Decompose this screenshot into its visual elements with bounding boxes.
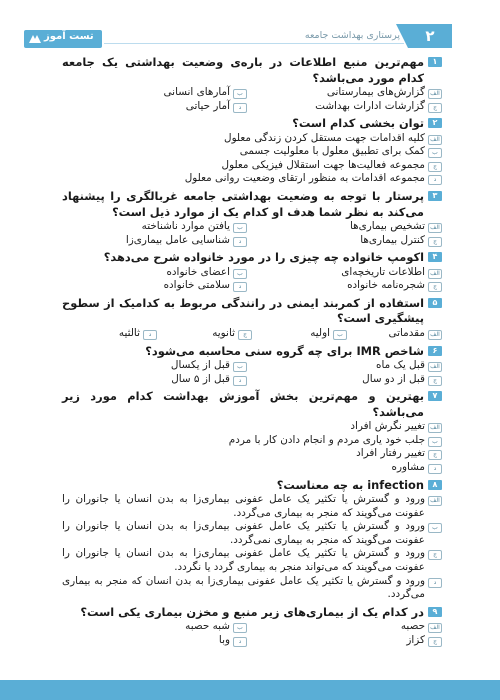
option-letter-badge: د — [428, 578, 442, 588]
option-letter-badge: الف — [428, 496, 442, 506]
option-letter-badge: ج — [428, 282, 442, 292]
question-6 — [62, 344, 442, 387]
option-letter-badge: د — [233, 237, 247, 247]
option-letter-badge: ب — [333, 330, 347, 340]
header-rule — [104, 43, 404, 44]
option-text: ورود و گسترش یا تکثیر یک عامل عفونی بیماری‌زا به بدن انسان که منجر به بیماری می‌گردد. — [62, 574, 425, 601]
question-number-badge: ۷ — [428, 391, 442, 401]
answer-option — [62, 575, 442, 602]
question-stem — [62, 296, 442, 327]
answer-option — [62, 359, 247, 373]
option-text: قبل از یکسال — [170, 359, 230, 372]
option-text: کلیه اقدامات جهت مستقل کردن زندگی معلول — [224, 131, 425, 144]
option-letter-badge: ج — [238, 330, 252, 340]
option-text: ورود و گسترش یا تکثیر یک عامل عفونی بیماری‌زا به بدن انسان یا جانوران را عفونت می‌گویند که منجر به بیماری می‌گردد. — [62, 493, 425, 519]
question-text: پرستار با توجه به وضعیت بهداشتی جامعه غربالگری را پیشنهاد می‌کند به نظر شما هدف او کدام یک از موارد ذیل است؟ — [62, 189, 424, 219]
answer-option — [62, 634, 247, 648]
option-letter-badge: ب — [233, 89, 247, 99]
answer-option — [62, 373, 247, 387]
option-text: تغییر نگرش افراد — [350, 420, 425, 433]
answer-option — [62, 234, 247, 248]
answer-option — [62, 520, 442, 547]
question-stem — [62, 189, 442, 220]
question-5 — [62, 296, 442, 341]
brand-logo-icon — [28, 33, 42, 45]
question-stem — [62, 478, 442, 494]
question-number-badge: ۴ — [428, 252, 442, 262]
answer-option — [62, 279, 247, 293]
option-letter-badge: ج — [428, 450, 442, 460]
options-group — [62, 86, 442, 113]
option-text: وبا — [218, 633, 230, 646]
option-text: ثالثیه — [118, 326, 140, 339]
option-letter-badge: د — [233, 376, 247, 386]
option-letter-badge: الف — [428, 135, 442, 145]
answer-option — [257, 100, 442, 114]
option-text: اعضای خانواده — [166, 265, 230, 278]
option-text: قبل یک ماه — [376, 359, 425, 372]
question-text: توان بخشی کدام است؟ — [292, 116, 424, 131]
answer-option — [62, 266, 247, 280]
option-text: تغییر رفتار افراد — [356, 447, 425, 460]
option-letter-badge: الف — [428, 362, 442, 372]
answer-option — [257, 359, 442, 373]
answer-option — [62, 434, 442, 448]
question-number-badge: ۸ — [428, 480, 442, 490]
question-text: شاخص IMR برای چه گروه سنی محاسبه می‌شود؟ — [145, 343, 424, 358]
answer-option — [347, 327, 442, 341]
answer-option — [257, 373, 442, 387]
options-group — [62, 220, 442, 247]
question-stem — [62, 344, 442, 360]
option-text: شناسایی عامل بیماری‌زا — [125, 233, 230, 246]
question-stem — [62, 250, 442, 266]
option-text: گزارش‌های بیمارستانی — [326, 86, 425, 98]
option-letter-badge: ج — [428, 237, 442, 247]
option-text: گزارشات ادارات بهداشت — [315, 99, 425, 112]
option-letter-badge: ب — [233, 223, 247, 233]
options-group — [62, 359, 442, 386]
option-letter-badge: ج — [428, 376, 442, 386]
question-stem — [62, 116, 442, 132]
answer-option — [62, 159, 442, 173]
option-text: شبه حصبه — [185, 620, 230, 633]
answer-option — [257, 220, 442, 234]
option-letter-badge: الف — [428, 423, 442, 433]
question-8 — [62, 478, 442, 602]
option-text: قبل از ۵ سال — [171, 372, 230, 385]
option-letter-badge: الف — [428, 89, 442, 99]
question-number-badge: ۵ — [428, 298, 442, 308]
option-letter-badge: ب — [233, 623, 247, 633]
answer-option — [62, 420, 442, 434]
options-group — [62, 132, 442, 186]
option-text: مقدماتی — [388, 326, 425, 339]
answer-option — [62, 220, 247, 234]
answer-option — [257, 620, 442, 634]
option-text: یافتن موارد ناشناخته — [141, 220, 230, 233]
option-letter-badge: ج — [428, 550, 442, 560]
answer-option — [252, 327, 347, 341]
answer-option — [257, 266, 442, 280]
option-letter-badge: ب — [233, 362, 247, 372]
question-number-badge: ۶ — [428, 346, 442, 356]
question-text: infection به چه معناست؟ — [276, 477, 424, 492]
question-text: مهم‌ترین منبع اطلاعات در باره‌ی وضعیت بهداشتی یک جامعه کدام مورد می‌باشد؟ — [62, 55, 424, 85]
option-text: سلامتی خانواده — [163, 279, 230, 292]
brand-name: تست آموز — [44, 31, 94, 42]
option-letter-badge: الف — [428, 330, 442, 340]
question-number-badge: ۳ — [428, 191, 442, 201]
option-letter-badge: د — [143, 330, 157, 340]
option-letter-badge: ب — [233, 269, 247, 279]
answer-option — [62, 620, 247, 634]
option-text: جلب خود یاری مردم و انجام دادن کار با مردم — [228, 433, 425, 446]
option-letter-badge: الف — [428, 623, 442, 633]
page-header — [0, 0, 500, 48]
question-3 — [62, 189, 442, 247]
answer-option — [257, 634, 442, 648]
option-text: ورود و گسترش یا تکثیر یک عامل عفونی بیماری‌زا به بدن انسان یا جانوران را عفونت می‌گویند که می‌تواند منجر به بیماری گردد یا نگردد. — [62, 547, 425, 574]
question-text: اکومپ خانواده چه چیزی را در مورد خانواده شرح می‌دهد؟ — [103, 250, 424, 265]
option-letter-badge: ب — [428, 148, 442, 158]
option-letter-badge: ج — [428, 162, 442, 172]
answer-option — [62, 100, 247, 114]
options-group — [62, 493, 442, 602]
answer-option — [257, 234, 442, 248]
page-number: ۲ — [408, 24, 452, 48]
answer-option — [62, 447, 442, 461]
question-7 — [62, 389, 442, 474]
question-9 — [62, 605, 442, 648]
question-number-badge: ۲ — [428, 118, 442, 128]
question-text: بهترین و مهم‌ترین بخش آموزش بهداشت کدام مورد زیر می‌باشد؟ — [62, 389, 424, 419]
option-text: مشاوره — [391, 461, 425, 473]
option-text: مجموعه اقدامات به منظور ارتقای وضعیت روانی معلول — [184, 172, 425, 185]
answer-option — [62, 145, 442, 159]
answer-option — [62, 493, 442, 520]
option-letter-badge: د — [233, 637, 247, 647]
option-text: ورود و گسترش یا تکثیر یک عامل عفونی بیماری‌زا به بدن انسان یا جانوران را عفونت می‌گویند که منجر به بیماری نمی‌گردد. — [62, 520, 425, 546]
answer-option — [257, 279, 442, 293]
option-letter-badge: د — [428, 175, 442, 185]
option-text: حصبه — [400, 620, 425, 633]
answer-option — [62, 327, 157, 341]
question-list — [62, 55, 442, 651]
option-text: ثانویه — [212, 326, 235, 339]
answer-option — [62, 172, 442, 186]
question-number-badge: ۹ — [428, 607, 442, 617]
options-group — [62, 327, 442, 341]
question-4 — [62, 250, 442, 293]
page-footer-bar — [0, 680, 500, 700]
option-text: تشخیص بیماری‌ها — [349, 220, 425, 233]
question-number-badge: ۱ — [428, 57, 442, 67]
option-letter-badge: ج — [428, 103, 442, 113]
option-text: آمارهای انسانی — [163, 86, 230, 98]
option-letter-badge: د — [233, 103, 247, 113]
option-text: قبل از دو سال — [362, 372, 425, 385]
question-text: در کدام یک از بیماری‌های زیر منبع و مخزن بیماری یکی است؟ — [80, 604, 424, 619]
option-letter-badge: د — [428, 464, 442, 474]
option-text: کنترل بیماری‌ها — [360, 233, 425, 246]
options-group — [62, 620, 442, 647]
answer-option — [62, 132, 442, 146]
answer-option — [62, 461, 442, 475]
option-letter-badge: الف — [428, 223, 442, 233]
option-text: کمک برای تطبیق معلول با معلولیت جسمی — [239, 145, 425, 158]
answer-option — [62, 547, 442, 574]
question-1 — [62, 55, 442, 113]
options-group — [62, 420, 442, 474]
option-text: آمار حیاتی — [185, 99, 230, 112]
option-letter-badge: ب — [428, 523, 442, 533]
question-text: استفاده از کمربند ایمنی در رانندگی مربوط به کدامیک از سطوح پیشگیری است؟ — [62, 295, 424, 326]
option-letter-badge: د — [233, 282, 247, 292]
option-text: اطلاعات تاریخچه‌ای — [341, 265, 425, 278]
options-group — [62, 266, 442, 293]
question-stem — [62, 55, 442, 86]
option-text: اولیه — [310, 326, 330, 339]
section-title: پرستاری بهداشت جامعه — [304, 30, 400, 41]
option-letter-badge: الف — [428, 269, 442, 279]
option-text: کزاز — [406, 633, 425, 646]
question-stem — [62, 389, 442, 420]
answer-option — [257, 86, 442, 100]
option-text: شجره‌نامه خانواده — [347, 279, 425, 292]
option-letter-badge: ج — [428, 637, 442, 647]
answer-option — [62, 86, 247, 100]
question-2 — [62, 116, 442, 186]
option-text: مجموعه فعالیت‌ها جهت استقلال فیزیکی معلول — [221, 158, 425, 171]
answer-option — [157, 327, 252, 341]
option-letter-badge: ب — [428, 437, 442, 447]
question-stem — [62, 605, 442, 621]
